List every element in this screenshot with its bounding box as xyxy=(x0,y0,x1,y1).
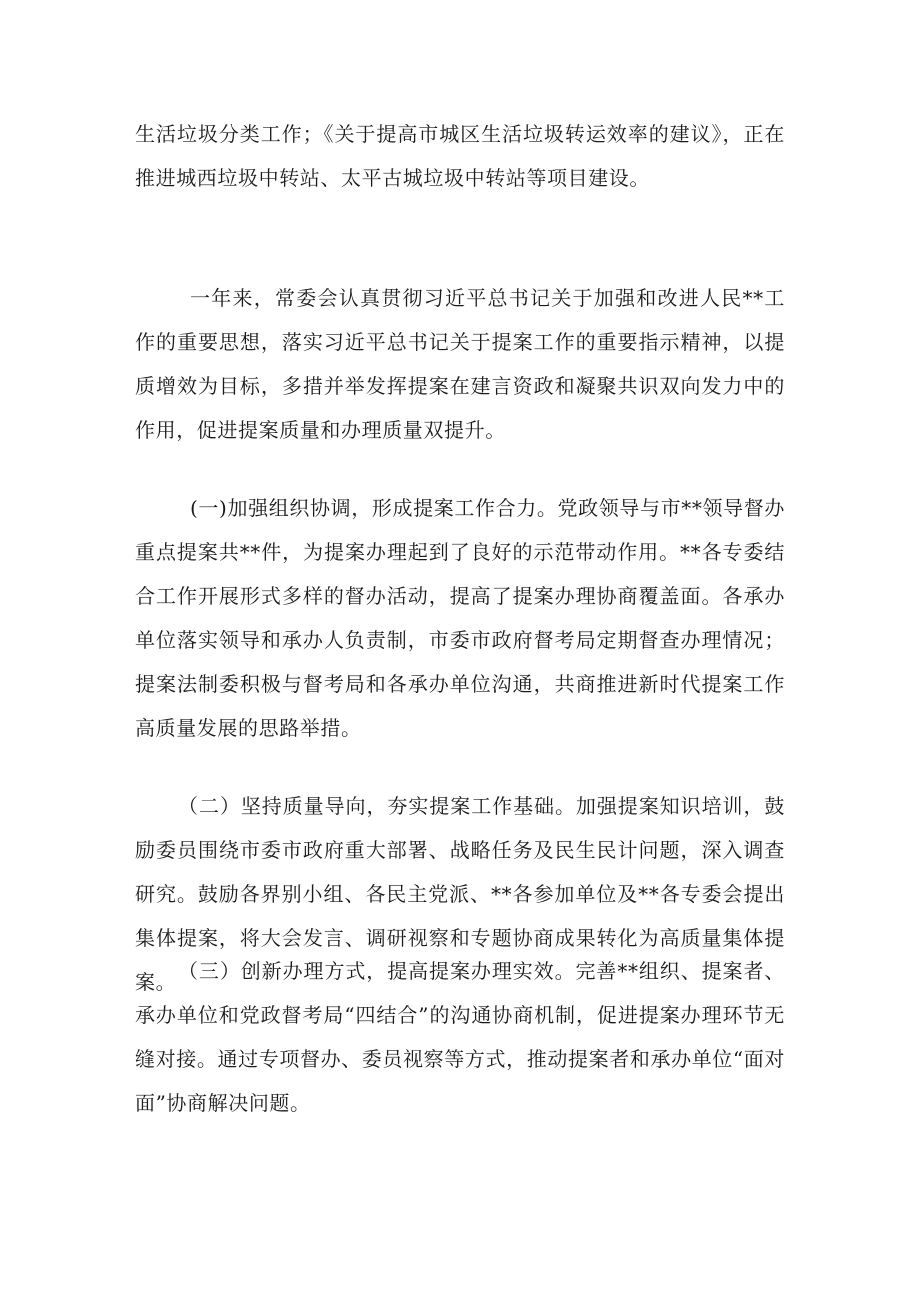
paragraph-section-1: (一)加强组织协调，形成提案工作合力。党政领导与市**领导督办重点提案共**件，为提案办理起到了良好的示范带动作用。**各专委结合工作开展形式多样的督办活动，提高了提案办理协商覆盖面。各承办单位落实领导和承办人负责制，市委市政府督考局定期督查办理情况；提案法制委积极与督考局和各承办单位沟通，共商推进新时代提案工作高质量发展的思路举措。 xyxy=(135,496,785,740)
paragraph-section-3: （三）创新办理方式，提高提案办理实效。完善**组织、提案者、承办单位和党政督考局“四结合”的沟通协商机制，促进提案办理环节无缝对接。通过专项督办、委员视察等方式，推动提案者和承办单位“面对面”协商解决问题。 xyxy=(135,959,785,1115)
paragraph-continuation: 生活垃圾分类工作；《关于提高市城区生活垃圾转运效率的建议》，正在推进城西垃圾中转站、太平古城垃圾中转站等项目建设。 xyxy=(135,122,785,190)
paragraph-section-2: （二）坚持质量导向，夯实提案工作基础。加强提案知识培训，鼓励委员围绕市委市政府重大部署、战略任务及民生民计问题，深入调查研究。鼓励各界别小组、各民主党派、**各参加单位及**各专委会提出集体提案，将大会发言、调研视察和专题协商成果转化为高质量集体提案。 xyxy=(135,794,785,994)
paragraph-overview: 一年来，常委会认真贯彻习近平总书记关于加强和改进人民**工作的重要思想，落实习近平总书记关于提案工作的重要指示精神，以提质增效为目标，多措并举发挥提案在建言资政和凝聚共识双向发力中的作用，促进提案质量和办理质量双提升。 xyxy=(135,286,785,442)
